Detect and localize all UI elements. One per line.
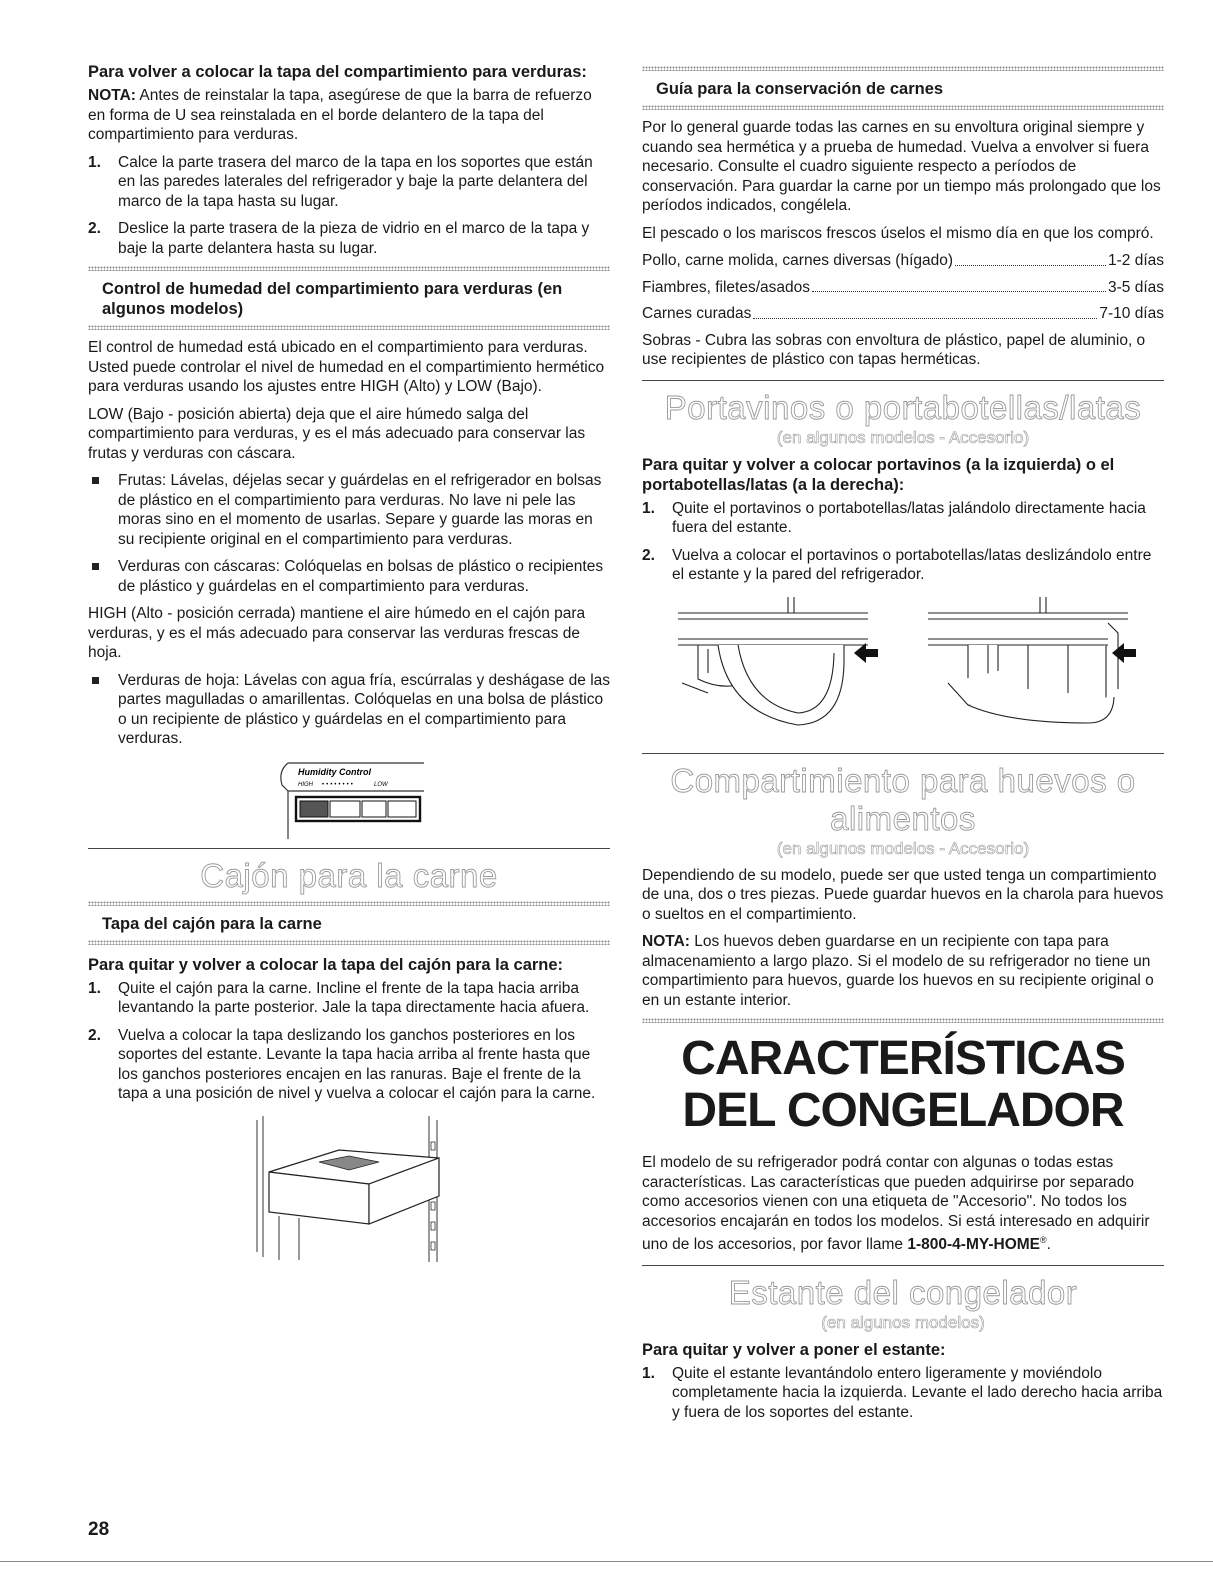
note-text: Antes de reinstalar la tapa, asegúrese de que la barra de refuerzo en forma de U sea reinstalada en el borde delantero de la tapa del compartimiento para verduras. xyxy=(88,87,592,143)
step-text: Vuelva a colocar el portavinos o portabotellas/latas deslizándolo entre el estante y la pared del refrigerador. xyxy=(672,546,1152,583)
right-column xyxy=(642,62,1164,1430)
storage-row xyxy=(642,304,1164,324)
section-title-meat-storage: Guía para la conservación de carnes xyxy=(656,80,944,98)
subheading-freezer-shelf: (en algunos modelos) xyxy=(821,1312,985,1332)
wine-rack-illustration xyxy=(668,593,1138,743)
humidity-paragraph-2: LOW (Bajo - posición abierta) deja que el aire húmedo salga del compartimiento para verduras, y es el más adecuado para conservar las frutas y verduras con cáscara. xyxy=(88,405,586,462)
step-item xyxy=(88,153,610,212)
humidity-bullets-low xyxy=(88,471,610,596)
step-number: 1. xyxy=(88,979,101,997)
note-label: NOTA: xyxy=(88,87,136,104)
crisper-cover-steps xyxy=(88,153,610,259)
section-title-humidity-control: Control de humedad del compartimiento para verduras (en algunos modelos) xyxy=(102,280,563,318)
meat-guide-paragraph-3: Sobras - Cubra las sobras con envoltura de plástico, papel de aluminio, o use recipientes de plástico con tapas herméticas. xyxy=(642,331,1146,368)
step-number: 2. xyxy=(88,1026,101,1044)
humidity-paragraph-3: HIGH (Alto - posición cerrada) mantiene el aire húmedo en el cajón para verduras, y es el más adecuado para conservar las verduras frescas de hoja. xyxy=(88,605,586,661)
subheading-meat-drawer-cover: Tapa del cajón para la carne xyxy=(102,914,322,933)
section-rule xyxy=(642,753,1164,754)
step-number: 2. xyxy=(88,220,101,237)
humidity-control-illustration xyxy=(274,757,424,842)
storage-row xyxy=(642,278,1164,298)
step-text: Deslice la parte trasera de la pieza de vidrio en el marco de la tapa y baje la parte delantera hasta su lugar. xyxy=(118,220,590,257)
dotted-divider xyxy=(88,325,610,330)
heading-meat-drawer: Cajón para la carne xyxy=(200,856,498,894)
section-title-freezer-shelf: Para quitar y volver a poner el estante: xyxy=(642,1340,946,1359)
egg-note-paragraph xyxy=(642,932,1164,1010)
storage-value: 3-5 días xyxy=(1107,278,1164,296)
wine-rack-steps xyxy=(642,499,1164,585)
heading-egg-compartment: Compartimiento para huevos o alimentos xyxy=(670,761,1136,837)
dotted-divider xyxy=(642,66,1164,71)
storage-value: 1-2 días xyxy=(1107,252,1164,269)
dotted-divider xyxy=(88,901,610,906)
egg-paragraph-1: Dependiendo de su modelo, puede ser que usted tenga un compartimiento de una, dos o tres piezas. Puede guardar huevos en la charola para huevos o sueltos en el compartimiento. xyxy=(642,866,1164,923)
step-number: 1. xyxy=(642,499,655,517)
arrow-left-icon xyxy=(854,643,878,663)
humidity-high-label: HIGH xyxy=(298,781,313,788)
bullet-text: Frutas: Lávelas, déjelas secar y guárdelas en el refrigerador en bolsas de plástico en el compartimiento para verduras. No lave ni pele las moras sino en el momento de usarlas. Separe y guarde las moras en su recipiente original en el compartimiento para verduras. xyxy=(118,472,602,548)
bullet-square-icon xyxy=(92,563,99,570)
storage-label: Carnes curadas xyxy=(642,305,752,322)
step-text: Quite el cajón para la carne. Incline el frente de la tapa hacia arriba levantando la parte posterior. Jale la tapa directamente hacia afuera. xyxy=(118,979,590,1016)
step-text: Quite el portavinos o portabotellas/latas jalándolo directamente hacia fuera del estante. xyxy=(672,499,1146,536)
heading-freezer-shelf: Estante del congelador xyxy=(728,1273,1078,1311)
bullet-item xyxy=(88,671,610,749)
storage-value: 7-10 días xyxy=(1099,305,1164,322)
subheading-wine-rack: (en algunos modelos - Accesorio) xyxy=(776,427,1030,447)
step-text: Vuelva a colocar la tapa deslizando los ganchos posteriores en los soportes del estante. Levante la tapa hacia arriba al frente hasta que los ganchos posteriores encajen en las ranuras. Baje el frente de la tapa a una posición de nivel y vuelva a colocar el cajón para la carne. xyxy=(118,1026,596,1102)
section-rule xyxy=(642,1265,1164,1266)
step-item xyxy=(88,979,610,1018)
heading-wine-rack: Portavinos o portabotellas/latas xyxy=(664,388,1142,426)
chapter-title: CARACTERÍSTICAS DEL CONGELADOR xyxy=(681,1032,1125,1137)
svg-text:••••••••: •••••••• xyxy=(322,781,355,788)
bullet-text: Verduras con cáscaras: Colóquelas en bolsas de plástico o recipientes de plástico y guárdelas en el compartimiento para verduras. xyxy=(118,558,604,595)
section-rule xyxy=(642,380,1164,381)
dotted-divider xyxy=(642,1018,1164,1023)
subheading-egg-compartment: (en algunos modelos - Accesorio) xyxy=(776,838,1030,858)
bullet-square-icon xyxy=(92,477,99,484)
note-paragraph xyxy=(88,86,610,145)
sentence-end: . xyxy=(1046,1236,1051,1254)
bullet-item xyxy=(88,557,610,596)
registered-mark: ® xyxy=(1040,1235,1047,1245)
meat-drawer-illustration xyxy=(239,1112,459,1262)
left-column xyxy=(88,62,610,1262)
humidity-paragraph-1: El control de humedad está ubicado en el compartimiento para verduras. Usted puede controlar el nivel de humedad en el compartimiento hermético para verduras usando los ajustes entre HIGH (Alto) y LOW (Bajo). xyxy=(88,339,605,395)
meat-cover-steps xyxy=(88,979,610,1104)
step-item xyxy=(642,1364,1164,1423)
humidity-control-title: Humidity Control xyxy=(298,766,371,777)
freezer-features-text: El modelo de su refrigerador podrá contar con algunas o todas estas características. Las características que pueden adquirirse por separado como accesorios vienen con una etiqueta de "Accesorio". No todos los accesorios encajarán en todos los modelos. Si está interesado en adquirir uno de los accesorios, por favor llame xyxy=(642,1154,1150,1254)
storage-label: Fiambres, filetes/asados xyxy=(642,278,810,296)
page-number: 28 xyxy=(88,1519,110,1540)
step-text: Calce la parte trasera del marco de la tapa en los soportes que están en las paredes laterales del refrigerador y baje la parte delantera del marco de la tapa hasta su lugar. xyxy=(118,153,593,210)
humidity-low-label: LOW xyxy=(374,781,388,788)
step-text: Quite el estante levantándolo entero ligeramente y moviéndolo completamente hacia la izquierda. Levante el lado derecho hacia arriba y fuera de los soportes del estante. xyxy=(672,1364,1163,1421)
dotted-divider xyxy=(642,105,1164,110)
section-title-crisper-cover: Para volver a colocar la tapa del compartimiento para verduras: xyxy=(88,63,587,81)
dotted-divider xyxy=(88,940,610,945)
storage-label: Pollo, carne molida, carnes diversas (hígado) xyxy=(642,252,954,269)
step-item xyxy=(88,1026,610,1104)
step-item xyxy=(88,219,610,258)
section-rule xyxy=(88,848,610,849)
bullet-square-icon xyxy=(92,677,99,684)
step-number: 1. xyxy=(88,153,101,171)
step-number: 1. xyxy=(642,1364,655,1382)
meat-guide-paragraph-1: Por lo general guarde todas las carnes en su envoltura original siempre y cuando sea hermética y a prueba de humedad. Vuelva a envolver si fuera necesario. Consulte el cuadro siguiente respecto a períodos de conservación. Para guardar la carne por un tiempo más prolongado que los períodos indicados, congélela. xyxy=(642,119,1161,214)
step-item xyxy=(642,546,1164,585)
freezer-features-paragraph xyxy=(642,1153,1164,1255)
step-item xyxy=(642,499,1164,538)
freezer-shelf-steps xyxy=(642,1364,1164,1423)
step-number: 2. xyxy=(642,546,655,564)
footer-rule xyxy=(0,1561,1213,1562)
meat-guide-paragraph-2: El pescado o los mariscos frescos úselos el mismo día en que los compró. xyxy=(642,224,1154,242)
dotted-divider xyxy=(88,266,610,271)
humidity-bullets-high xyxy=(88,671,610,749)
storage-row xyxy=(642,251,1164,271)
section-title-wine-rack: Para quitar y volver a colocar portavinos (a la izquierda) o el portabotellas/latas (a la derecha): xyxy=(642,455,1115,494)
note-text: Los huevos deben guardarse en un recipiente con tapa para almacenamiento a largo plazo. Si el modelo de su refrigerador no tiene un compartimiento para huevos, guarde los huevos en su recipiente original o en un estante interior. xyxy=(642,933,1154,1009)
bullet-text: Verduras de hoja: Lávelas con agua fría, escúrralas y deshágase de las partes magulladas o amarillentas. Colóquelas en una bolsa de plástico o un recipiente de plástico y guárdelas en el compartimiento para verduras. xyxy=(118,671,611,747)
bullet-item xyxy=(88,471,610,549)
section-title-meat-cover: Para quitar y volver a colocar la tapa del cajón para la carne: xyxy=(88,955,564,974)
note-label: NOTA: xyxy=(642,933,690,950)
phone-number: 1-800-4-MY-HOME xyxy=(907,1236,1041,1254)
